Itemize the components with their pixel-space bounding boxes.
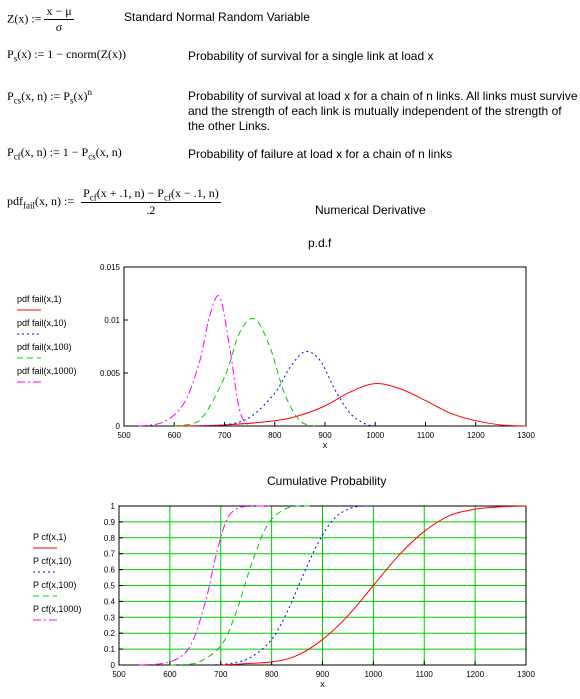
pdf-tail: (x, n) := <box>35 193 75 208</box>
pcf-rhs-b: (x, n) <box>95 145 122 159</box>
pcf-rhs-a: (x, n) := 1 − P <box>20 145 89 159</box>
y-tick-label: 0 <box>115 422 120 431</box>
x-tick-label: 1100 <box>415 670 433 679</box>
legend-label: pdf fail(x,100) <box>17 342 72 352</box>
pdf-head: pdf <box>7 193 23 208</box>
cdf-chart <box>0 496 580 696</box>
pdf-chart <box>0 258 580 458</box>
series-line-0 <box>174 384 526 426</box>
x-tick-label: 1200 <box>466 431 485 440</box>
z-definition <box>7 4 74 35</box>
y-tick-label: 0.7 <box>103 549 115 559</box>
y-tick-label: 0.015 <box>99 263 120 272</box>
pdf-num-a: P <box>83 186 90 200</box>
y-tick-label: 0.8 <box>103 533 115 543</box>
pcs-rhs-sub: s <box>69 95 74 106</box>
pcf-rhs-sub: cs <box>88 151 96 162</box>
x-tick-label: 900 <box>315 670 330 679</box>
z-numerator: x − μ <box>46 4 72 18</box>
pcf-head: P <box>7 145 14 159</box>
pcs-rhs-sup: n <box>87 87 92 97</box>
pdf-num-b: (x + .1, n) − P <box>96 186 164 200</box>
y-tick-label: 0.1 <box>103 645 115 655</box>
pdf-denominator: .2 <box>146 203 156 218</box>
pdf-sub: fail <box>23 200 35 211</box>
pcs-rhs-a: (x, n) := P <box>21 89 70 103</box>
pcf-description: Probability of failure at load x for a chain of n links <box>188 147 453 161</box>
y-tick-label: 0.3 <box>103 613 115 623</box>
ps-sub: s <box>13 53 18 64</box>
y-tick-label: 0.4 <box>103 597 115 607</box>
pdf-definition <box>7 186 221 218</box>
x-tick-label: 500 <box>112 670 126 679</box>
legend-label: pdf fail(x,1) <box>17 294 62 304</box>
x-axis-label: x <box>320 679 325 689</box>
z-denominator: σ <box>55 20 63 34</box>
series-line-3 <box>139 296 250 426</box>
x-tick-label: 1300 <box>517 431 535 440</box>
series-line-2 <box>174 318 315 426</box>
pcs-rhs-b: (x) <box>73 89 88 103</box>
x-tick-label: 900 <box>318 431 332 440</box>
series-line-1 <box>199 352 375 426</box>
pcs-head: P <box>7 89 14 103</box>
ps-definition <box>7 47 126 63</box>
y-tick-label: 0.005 <box>99 369 120 378</box>
legend-label: P cf(x,1000) <box>33 604 82 614</box>
ps-head: P <box>7 47 14 61</box>
legend-label: pdf fail(x,1000) <box>17 366 77 376</box>
x-tick-label: 1100 <box>416 431 435 440</box>
y-tick-label: 0.2 <box>103 629 115 639</box>
x-tick-label: 1200 <box>466 670 485 679</box>
pdf-numerator <box>81 186 221 203</box>
x-tick-label: 1300 <box>517 670 535 679</box>
x-tick-label: 600 <box>167 431 181 440</box>
z-lhs: Z(x) := <box>7 11 42 26</box>
x-tick-label: 1000 <box>364 670 383 679</box>
pdf-num-c: (x − .1, n) <box>170 186 219 200</box>
y-tick-label: 1 <box>110 502 115 511</box>
pdf-description: Numerical Derivative <box>315 203 426 217</box>
y-tick-label: 0.6 <box>103 565 115 575</box>
y-tick-label: 0.5 <box>103 581 115 591</box>
ps-rhs: (x) := 1 − cnorm(Z(x)) <box>17 47 127 61</box>
cdf-chart-title: Cumulative Probability <box>267 474 387 488</box>
x-tick-label: 700 <box>217 431 232 440</box>
x-tick-label: 800 <box>264 670 279 679</box>
pcs-definition <box>7 87 92 105</box>
legend-label: pdf fail(x,10) <box>17 318 67 328</box>
x-tick-label: 1000 <box>366 431 385 440</box>
pcs-sub: cs <box>13 95 22 106</box>
x-tick-label: 600 <box>163 670 177 679</box>
ps-description: Probability of survival for a single link at load x <box>188 49 434 63</box>
x-tick-label: 500 <box>117 431 131 440</box>
pdf-chart-title: p.d.f <box>308 236 332 250</box>
y-tick-label: 0 <box>110 661 115 670</box>
pcf-sub: cf <box>13 151 21 162</box>
x-tick-label: 700 <box>214 670 228 679</box>
legend-label: P cf(x,10) <box>33 556 72 566</box>
pcs-description: Probability of survival at load x for a chain of n links. All links must survive and the strength of each link is mutually independent of the strength of the other Links. <box>188 89 578 133</box>
z-fraction <box>44 4 73 35</box>
z-description: Standard Normal Random Variable <box>124 10 310 24</box>
x-tick-label: 800 <box>268 431 282 440</box>
y-tick-label: 0.01 <box>104 316 120 325</box>
pcf-definition <box>7 145 122 161</box>
legend-label: P cf(x,1) <box>33 532 67 542</box>
legend-label: P cf(x,100) <box>33 580 77 590</box>
x-axis-label: x <box>322 440 328 450</box>
pdf-fraction <box>81 186 221 218</box>
pdf-num-sub1: cf <box>89 192 97 203</box>
pdf-num-sub2: cf <box>163 192 171 203</box>
y-tick-label: 0.9 <box>103 517 115 527</box>
